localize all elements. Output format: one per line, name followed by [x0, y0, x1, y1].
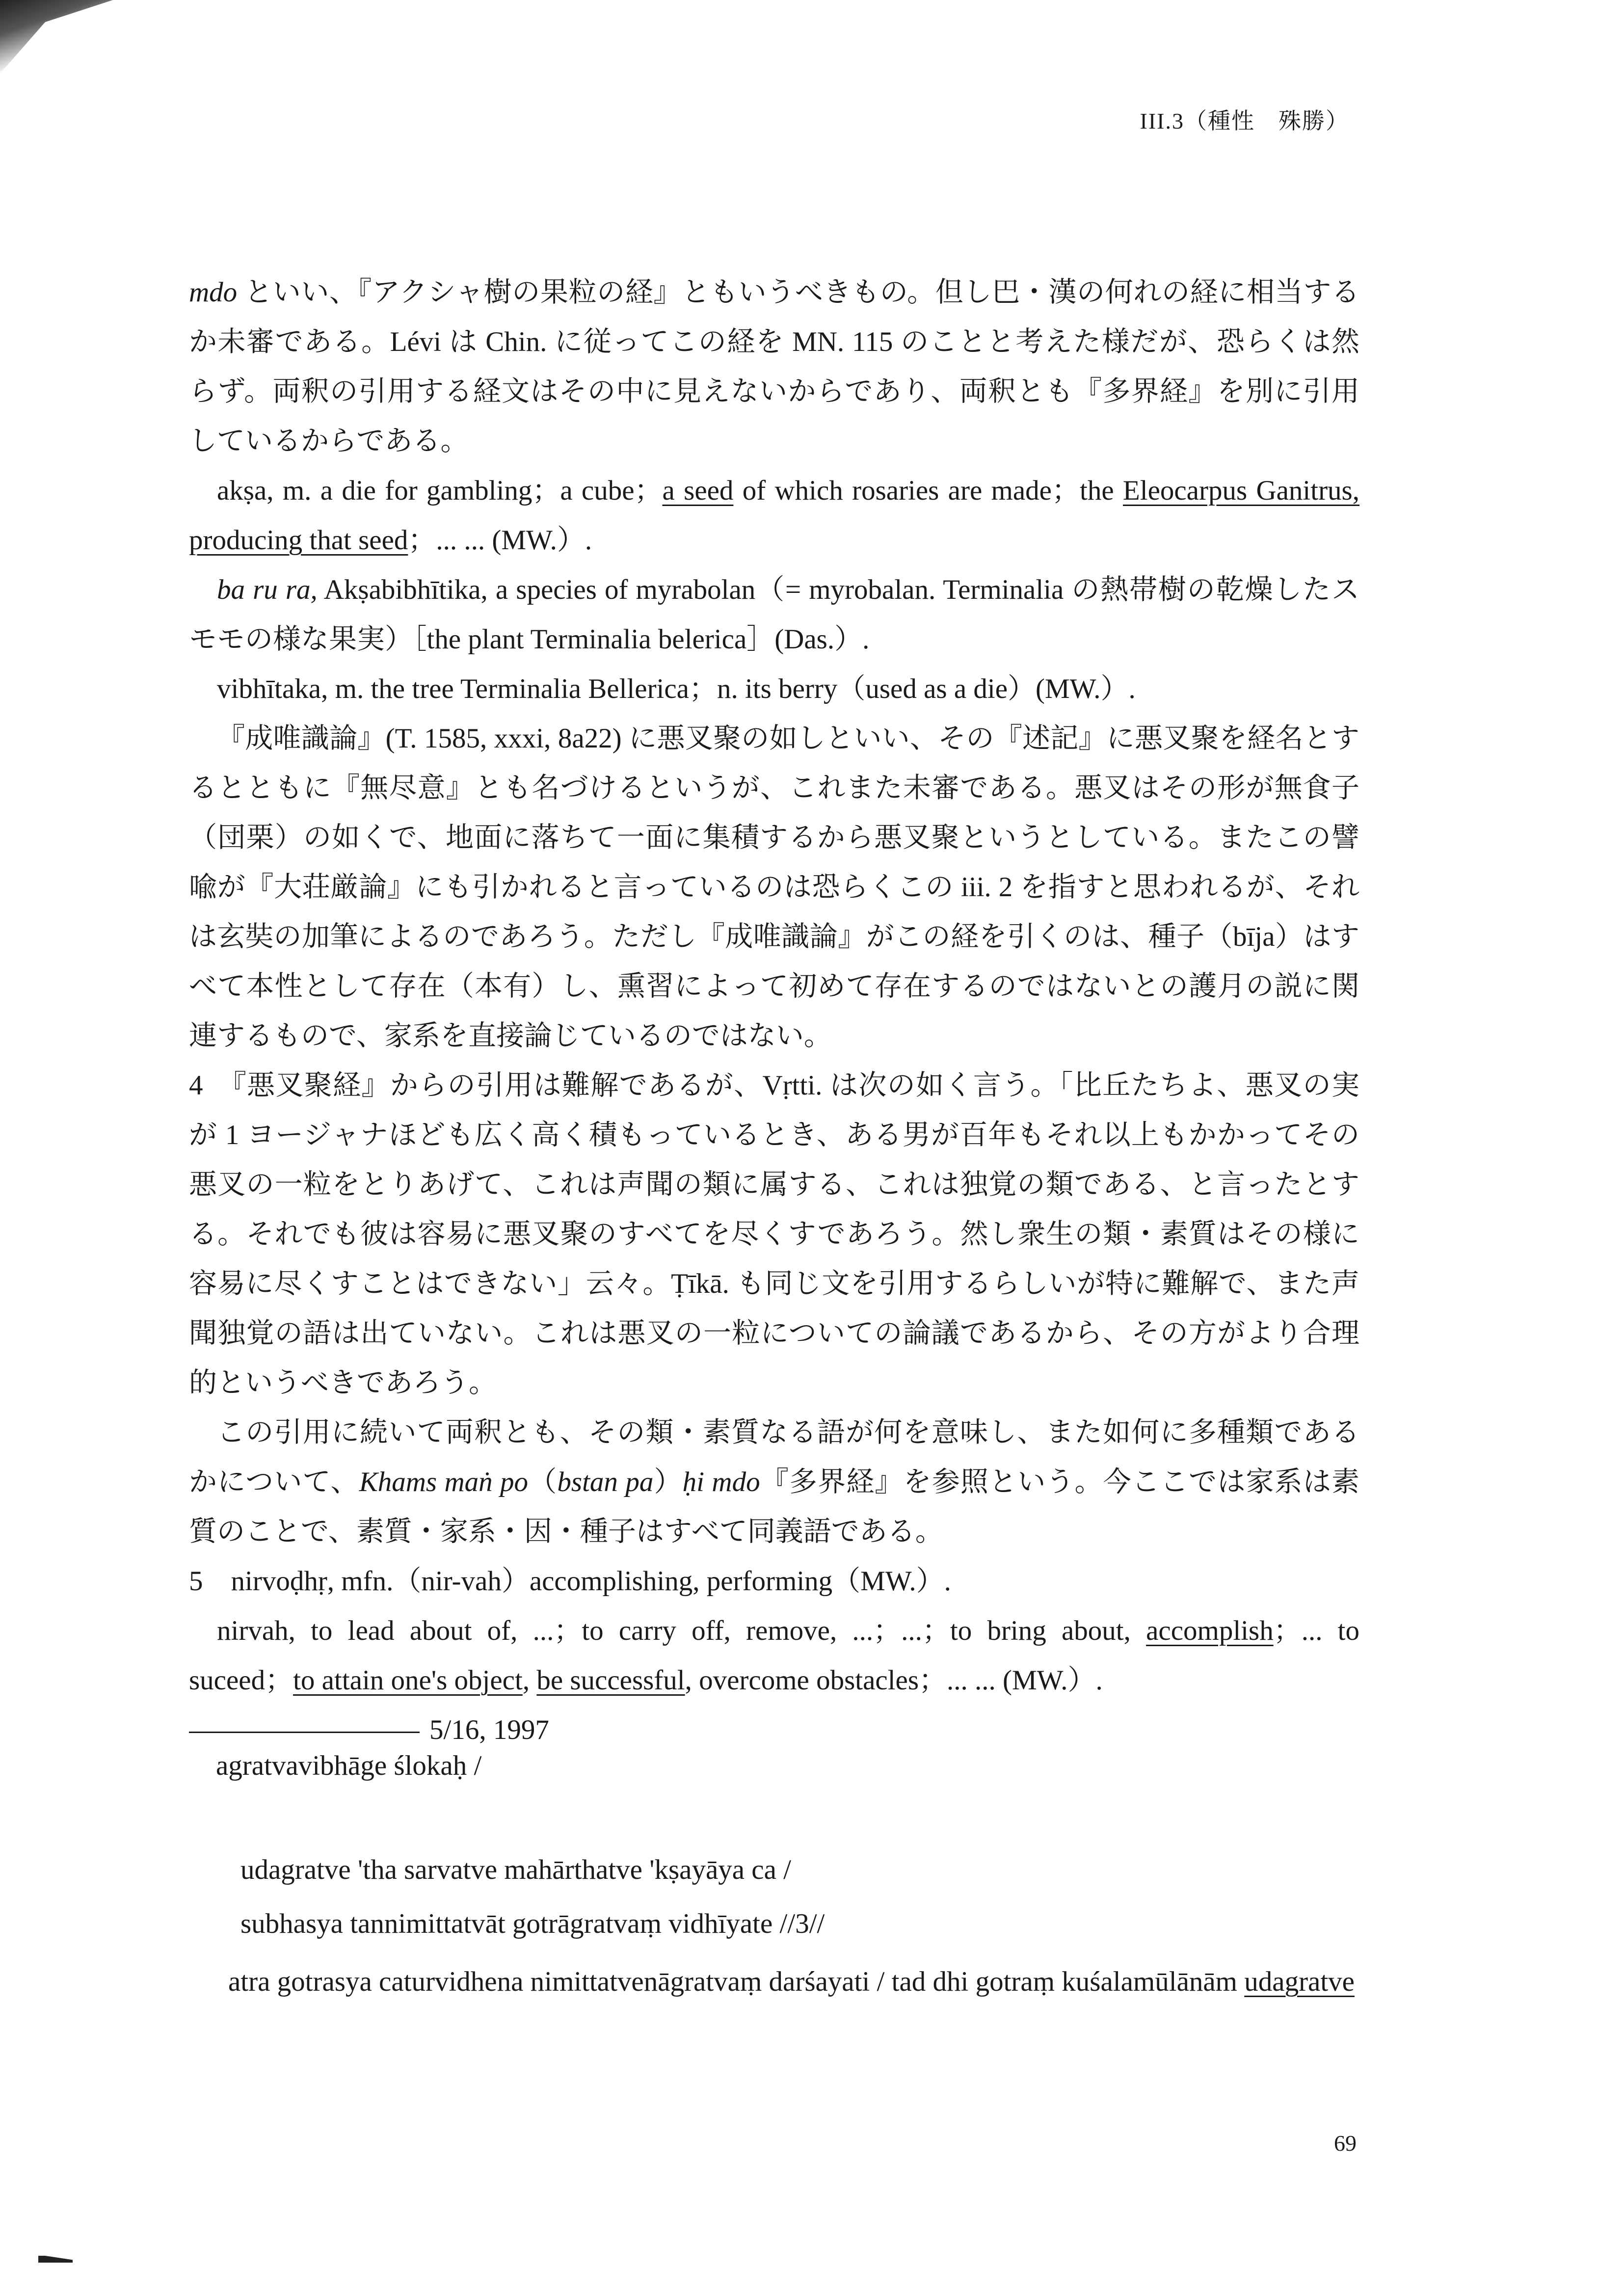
- paragraph: [189, 714, 1359, 1061]
- dateline: [189, 1705, 1359, 1755]
- text-run: ,: [522, 1665, 537, 1696]
- italic-term: ba ru ra,: [217, 574, 318, 605]
- paragraph: [189, 664, 1359, 714]
- page-number: 69: [1334, 2131, 1357, 2156]
- verse-line: udagratve 'tha sarvatve mahārthatve 'kṣayāya ca /: [240, 1854, 791, 1885]
- running-header: III.3（種性 殊勝）: [1140, 108, 1349, 133]
- body-text: [189, 267, 1359, 1755]
- italic-term: ḥi mdo: [682, 1467, 760, 1497]
- underlined-term: be successful: [536, 1665, 685, 1696]
- verse-attribution: agratvavibhāge ślokaḥ /: [216, 1750, 482, 1781]
- date-rule: [189, 1732, 420, 1733]
- underlined-term: to attain one's object: [293, 1665, 523, 1696]
- paragraph: [189, 267, 1359, 466]
- date-text: 5/16, 1997: [429, 1714, 549, 1745]
- italic-term: Khams maṅ po: [359, 1467, 529, 1497]
- underlined-term: accomplish: [1146, 1615, 1274, 1646]
- italic-term: bstan pa: [557, 1467, 654, 1497]
- commentary-line: [228, 1966, 1362, 1998]
- text-run: ）: [653, 1467, 683, 1497]
- underlined-term: Eleocarpus Ganitrus, producing that seed: [189, 475, 1359, 556]
- text-run: akṣa, m. a die for gambling；a cube；: [217, 475, 663, 506]
- text-run: といい、『アクシャ樹の果粒の経』ともいうべきもの。但し巴・漢の何れの経に相当するか未審である。Lévi は Chin. に従ってこの経を MN. 115 のことと考えた様だが、恐らくは然らず。両釈の引用する経文はその中に見えないからであり、両釈とも『多界経』を別に引用しているからである。: [189, 277, 1359, 456]
- paragraph: [189, 1606, 1359, 1705]
- text-run: ；... to suceed；: [189, 1615, 1360, 1696]
- text-run: atra gotrasya caturvidhena nimittatvenāgratvaṃ darśayati / tad dhi gotraṃ kuśalamūlānām: [228, 1966, 1245, 1997]
- paragraph: [189, 1556, 1359, 1606]
- text-run: この引用に続いて両釈とも、その類・素質なる語が何を意味し、また如何に多種類であるかについて、: [189, 1417, 1359, 1497]
- paragraph: [189, 466, 1359, 565]
- scan-corner-mark: [0, 0, 113, 74]
- text-run: 5 nirvoḍhṛ, mfn.（nir-vah）accomplishing, performing（MW.）.: [189, 1566, 951, 1597]
- paragraph: [189, 1061, 1359, 1408]
- text-run: ；... ... (MW.）.: [408, 525, 592, 556]
- verse-block: [240, 1843, 825, 1951]
- underlined-term: udagratve: [1244, 1966, 1355, 1997]
- text-run: （: [528, 1467, 558, 1497]
- italic-term: mdo: [189, 277, 238, 308]
- text-run: 『多界経』を参照という。今ここでは家系は素質のことで、素質・家系・因・種子はすべて同義語である。: [189, 1467, 1359, 1547]
- text-run: , overcome obstacles；... ... (MW.）.: [685, 1665, 1103, 1696]
- paragraph: [189, 565, 1359, 664]
- text-run: 4 『悪叉聚経』からの引用は難解であるが、Vṛtti. は次の如く言う。「比丘たちよ、悪叉の実が 1 ヨージャナほども広く高く積もっているとき、ある男が百年もそれ以上もかかってその悪叉の一粒をとりあげて、これは声聞の類に属する、これは独覚の類である、と言ったとする。それでも彼は容易に悪叉聚のすべてを尽くすであろう。然し衆生の類・素質はその様に容易に尽くすことはできない」云々。Ṭīkā. も同じ文を引用するらしいが特に難解で、また声聞独覚の語は出ていない。これは悪叉の一粒についての論議であるから、その方がより合理的というべきであろう。: [189, 1070, 1359, 1398]
- paragraph: [189, 1408, 1359, 1556]
- text-run: of which rosaries are made；the: [733, 475, 1123, 506]
- text-run: Akṣabibhītika, a species of myrabolan（= myrobalan. Terminalia の熱帯樹の乾燥したスモモの様な果実）［the plant Terminalia belerica］(Das.）.: [189, 574, 1359, 655]
- text-run: vibhītaka, m. the tree Terminalia Bellerica；n. its berry（used as a die）(MW.）.: [217, 673, 1136, 704]
- text-run: 『成唯識論』(T. 1585, xxxi, 8a22) に悪叉聚の如しといい、その『述記』に悪叉聚を経名とするとともに『無尽意』とも名づけるというが、これまた未審である。悪叉はその形が無食子（団栗）の如くで、地面に落ちて一面に集積するから悪叉聚というとしている。またこの譬喩が『大荘厳論』にも引かれると言っているのは恐らくこの iii. 2 を指すと思われるが、それは玄奘の加筆によるのであろう。ただし『成唯識論』がこの経を引くのは、種子（bīja）はすべて本性として存在（本有）し、熏習によって初めて存在するのではないとの護月の説に関連するもので、家系を直接論じているのではない。: [189, 723, 1359, 1051]
- underlined-term: a seed: [662, 475, 734, 506]
- text-run: nirvah, to lead about of, ...；to carry off, remove, ...；...；to bring about,: [217, 1615, 1146, 1646]
- verse-line: subhasya tannimittatvāt gotrāgratvaṃ vidhīyate //3//: [240, 1908, 825, 1939]
- scan-corner-mark: [38, 2256, 73, 2263]
